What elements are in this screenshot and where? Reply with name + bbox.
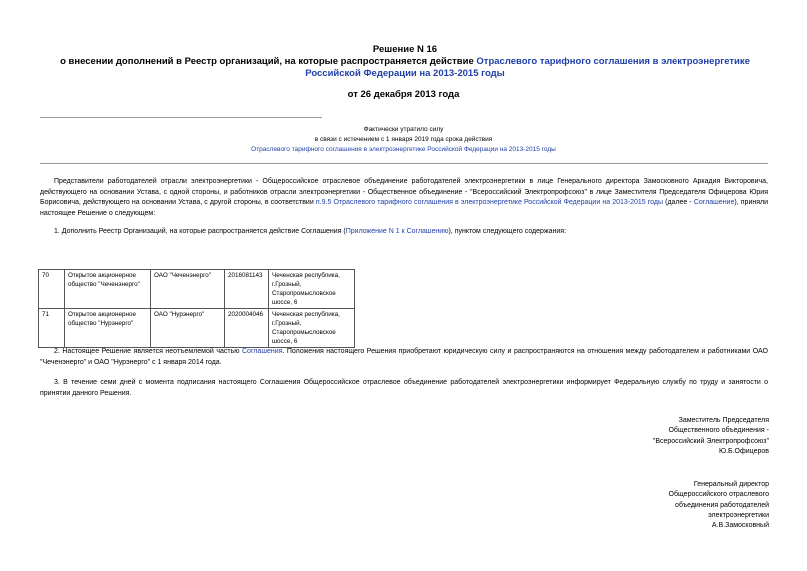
intro-text-3: ), приняли настоящее Решение о следующем: [40,199,768,217]
intro-text-2: (далее - [663,199,694,206]
signature-line: А.В.Замосковный [711,522,769,530]
address-line: г.Грозный, [272,281,302,288]
clause-9-5-link[interactable]: п.9.5 Отраслевого тарифного соглашения в электроэнергетике Российской Федерации на 2013-2015 годы [315,199,664,206]
agreement-link[interactable]: Соглашение [693,199,735,206]
org-short-name: ОАО "Нурэнерго" [151,309,225,348]
signature-line: объединения работодателей [675,501,769,509]
item-2-text-2: . Положения настоящего Решения приобретают юридическую силу и распространяются на отношения между работодателем и работниками ОАО "Чеченэнерго" и ОАО "Нурэнерго" с 1 января 2014 года. [40,348,768,366]
address-line: шоссе, 6 [272,299,298,306]
signature-line: Заместитель Председателя [678,417,769,424]
signature-line: "Всероссийский Электропрофсоюз" [652,437,769,445]
org-name-line: Открытое акционерное [68,272,136,279]
registry-table [38,269,355,348]
intro-text-1: Представители работодателей отрасли электроэнергетики - Общероссийское отраслевое объединение работодателей электроэнергетики в лице Генерального директора Замосковного Аркадия Викторовича, действующего на основании Устава, с одной стороны, и работников отрасли электроэнергетики - Общественное объединение - "Всероссийский Электропрофсоюз" в лице Заместителя Председателя Офицерова Юрия Борисовича, действующего на основании Устава, с другой стороны, в соответствии [40,178,768,206]
address-line: Старопромысловское [272,329,336,336]
signature-line: электроэнергетики [708,511,769,519]
address-line: г.Грозный, [272,320,302,327]
signature-line: Ю.Б.Офицеров [719,447,769,455]
divider-long [40,163,768,164]
org-inn: 2016081143 [225,270,269,309]
address-line: Чеченская республика, [272,311,340,318]
org-address [269,270,355,309]
document-date: от 26 декабря 2013 года [347,89,460,100]
address-line: шоссе, 6 [272,338,298,345]
org-full-name [65,270,151,309]
item-1-paragraph [40,227,768,238]
signature-union [653,416,769,457]
item-1-text-1: 1. Дополнить Реестр Организаций, на которые распространяется действие Соглашения ( [54,228,346,235]
title-text: о внесении дополнений в Реестр организаций, на которые распространяется действие [60,56,477,67]
org-name-line: общество "Нурэнерго" [68,320,134,327]
signature-employers [669,480,769,531]
address-line: Старопромысловское [272,290,336,297]
status-note [0,125,807,155]
table-row [39,309,355,348]
address-line: Чеченская республика, [272,272,340,279]
row-number: 70 [39,270,65,309]
org-address [269,309,355,348]
agreement-title-link[interactable]: Отраслевого тарифного соглашения в электроэнергетике Российской Федерации на 2013-2015 годы [305,56,750,79]
org-name-line: общество "Чеченэнерго" [68,281,140,288]
org-inn: 2020004046 [225,309,269,348]
signature-line: Общественного объединения - [668,427,769,435]
agreement-link[interactable]: Соглашения [242,348,283,355]
status-note-agreement-link[interactable]: Отраслевого тарифного соглашения в электроэнергетике Российской Федерации на 2013-2015 годы [251,146,556,153]
table-row [39,270,355,309]
org-name-line: Открытое акционерное [68,311,136,318]
row-number: 71 [39,309,65,348]
org-full-name [65,309,151,348]
item-2-paragraph [40,347,768,368]
item-2-text-1: 2. Настоящее Решение является неотъемлемой частью [54,348,242,355]
signature-line: Общероссийского отраслевого [668,491,769,499]
intro-paragraph [40,177,768,219]
status-note-line2: в связи с истечением с 1 января 2019 года срока действия [314,136,493,143]
org-short-name: ОАО "Чеченэнерго" [151,270,225,309]
divider-short [40,117,322,118]
item-1-text-2: ), пунктом следующего содержания: [448,228,567,235]
status-note-line1: Фактически утратило силу [363,126,444,133]
document-title [40,44,770,80]
appendix-1-link[interactable]: Приложение N 1 к Соглашению [345,228,449,235]
decision-number: Решение N 16 [372,44,438,55]
item-3-paragraph: 3. В течение семи дней с момента подписания настоящего Соглашения Общероссийское отраслевое объединение работодателей электроэнергетики информирует Федеральную службу по труду и занятости о принятии данного Решения. [40,379,768,397]
signature-line: Генеральный директор [693,481,769,488]
